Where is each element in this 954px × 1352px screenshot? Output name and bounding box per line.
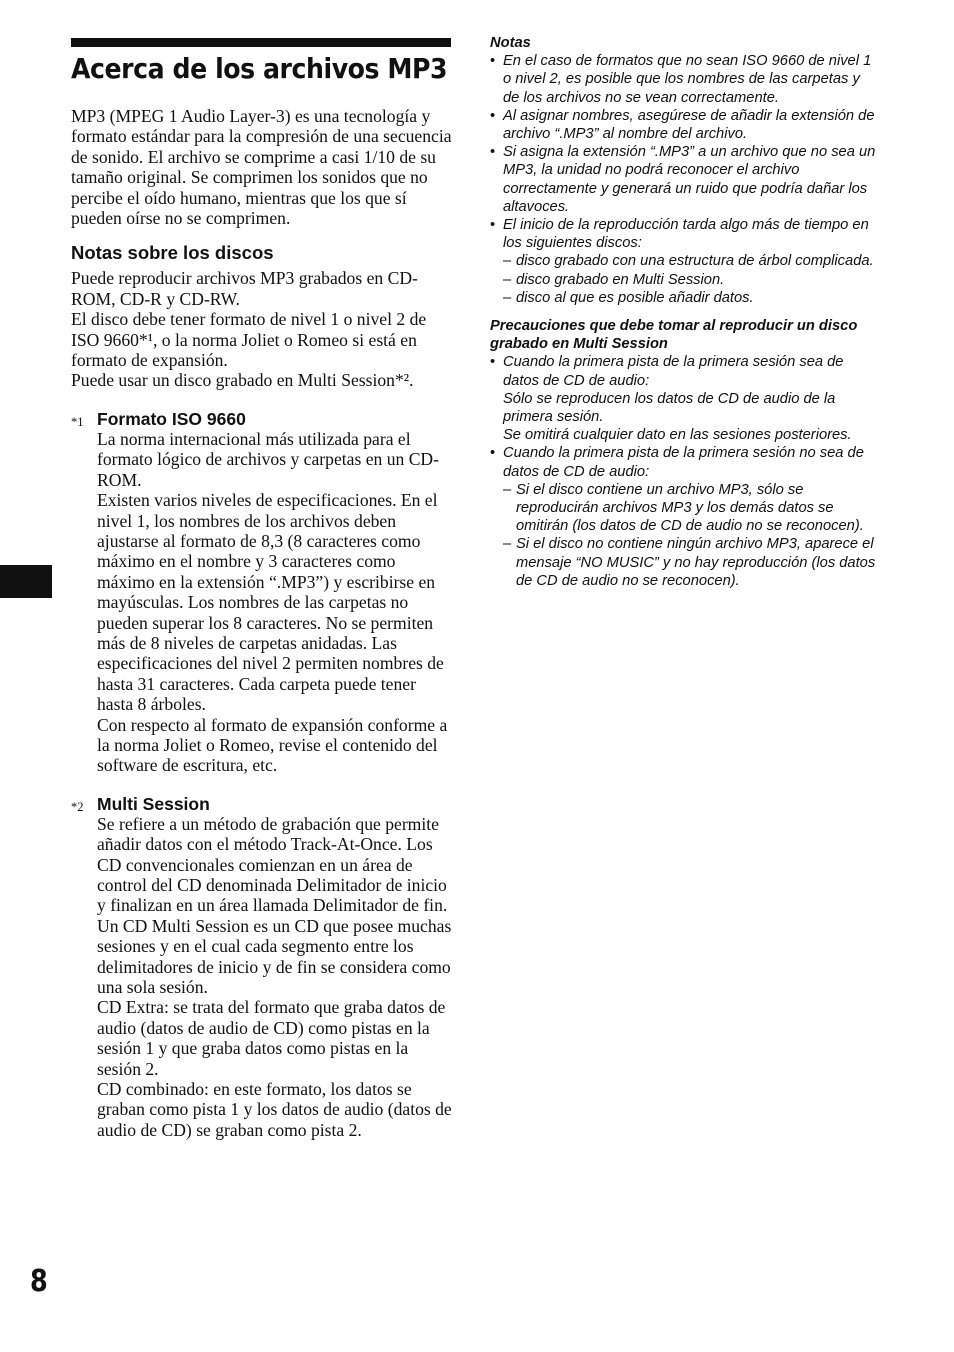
sub-item-text: disco grabado en Multi Session.: [516, 271, 725, 288]
sub-list-item: [503, 289, 880, 307]
list-item: [490, 143, 880, 216]
note-text: En el caso de formatos que no sean ISO 9660 de nivel 1 o nivel 2, es posible que los nombres de las carpetas y de los archivos no se vean correctamente.: [503, 53, 872, 106]
bullet-icon: •: [490, 144, 496, 161]
list-item: [490, 353, 880, 444]
dash-icon: –: [503, 536, 512, 553]
bullet-icon: •: [490, 53, 496, 70]
footnote-paragraph: Se refiere a un método de grabación que permite añadir datos con el método Track-At-Once. Los CD convencionales comienzan en un área de control del CD denominada Delimitador de inicio y finalizan en un área llamada Delimitador de fin. Un CD Multi Session es un CD que posee muchas sesiones y en el cual cada segmento entre los delimitadores de inicio y de fin se considera como una sola sesión.: [97, 813, 452, 998]
footnote-paragraph: CD combinado: en este formato, los datos se graban como pista 1 y los datos de audio (datos de audio de CD) se graban como pista 2.: [97, 1079, 452, 1140]
sub-item-text: Si el disco contiene un archivo MP3, sólo se reproducirán archivos MP3 y los demás datos se omitirán (los datos de CD de audio no se reconocen).: [516, 481, 864, 535]
list-item: [490, 444, 880, 590]
footnote-title: Multi Session: [97, 793, 210, 814]
sub-list: [503, 252, 880, 307]
precautions-heading: Precauciones que debe tomar al reproducir un disco grabado en Multi Session: [490, 318, 858, 353]
section-heading: Notas sobre los discos: [71, 242, 274, 264]
sub-item-text: Si el disco no contiene ningún archivo MP3, aparece el mensaje “NO MUSIC” y no hay reproducción (los datos de CD de audio no se reconocen).: [516, 536, 876, 589]
section-paragraph-2: El disco debe tener formato de nivel 1 o nivel 2 de ISO 9660*¹, o la norma Joliet o Romeo si está en formato de expansión.: [71, 309, 427, 371]
bullet-icon: •: [490, 354, 496, 371]
list-item: [490, 216, 880, 307]
sub-list-item: [503, 535, 880, 590]
dash-icon: –: [503, 481, 512, 498]
notes-heading: Notas: [490, 35, 531, 51]
footnote-paragraph: La norma internacional más utilizada para el formato lógico de archivos y carpetas en un CD-ROM.: [97, 428, 439, 490]
section-paragraph-3: Puede usar un disco grabado en Multi Session*².: [71, 370, 414, 391]
list-item: [490, 52, 880, 107]
footnote-paragraph: CD Extra: se trata del formato que graba datos de audio (datos de audio de CD) como pistas en la sesión 1 y que graba datos como pistas en la sesión 2.: [97, 997, 446, 1079]
bullet-icon: •: [490, 107, 496, 124]
sub-item-text: disco al que es posible añadir datos.: [516, 289, 754, 306]
sub-list-item: [503, 252, 880, 270]
footnote-iso9660: [71, 409, 454, 776]
section-paragraph-1: Puede reproducir archivos MP3 grabados en CD-ROM, CD-R y CD-RW.: [71, 268, 418, 309]
footnote-multi-session: [71, 794, 454, 1141]
footnote-marker: *1: [71, 414, 84, 429]
note-text: Si asigna la extensión “.MP3” a un archivo que no sea un MP3, la unidad no podrá reconocer el archivo correctamente y generará un ruido que podría dañar los altavoces.: [503, 144, 876, 215]
footnote-paragraph: Con respecto al formato de expansión conforme a la norma Joliet o Romeo, revise el contenido del software de escritura, etc.: [97, 714, 448, 776]
sub-list: [503, 481, 880, 590]
precaution-text: Sólo se reproducen los datos de CD de audio de la primera sesión.: [503, 390, 836, 426]
notes-list: [490, 52, 880, 307]
precaution-text: Cuando la primera pista de la primera sesión no sea de datos de CD de audio:: [503, 445, 864, 480]
note-text: El inicio de la reproducción tarda algo más de tiempo en los siguientes discos:: [503, 217, 869, 252]
footnote-marker: *2: [71, 799, 84, 814]
note-text: Al asignar nombres, asegúrese de añadir la extensión de archivo “.MP3” al nombre del archivo.: [503, 107, 875, 143]
left-column: [71, 106, 454, 1140]
right-column: [490, 34, 880, 590]
bullet-icon: •: [490, 217, 496, 234]
dash-icon: –: [503, 271, 512, 288]
title-rule: [71, 38, 451, 47]
bullet-icon: •: [490, 445, 496, 462]
page-number: 8: [30, 1264, 48, 1299]
dash-icon: –: [503, 253, 512, 270]
page-title: Acerca de los archivos MP3: [71, 52, 448, 85]
sub-list-item: [503, 271, 880, 289]
precaution-text: Se omitirá cualquier dato en las sesiones posteriores.: [503, 427, 852, 444]
dash-icon: –: [503, 289, 512, 306]
footnote-title: Formato ISO 9660: [97, 408, 246, 429]
intro-paragraph: MP3 (MPEG 1 Audio Layer-3) es una tecnología y formato estándar para la compresión de una secuencia de sonido. El archivo se comprime a casi 1/10 de su tamaño original. Se comprimen los sonidos que no percibe el oído humano, mientras que los que sí pueden oírse no se comprimen.: [71, 106, 452, 229]
precaution-text: Cuando la primera pista de la primera sesión sea de datos de CD de audio:: [503, 354, 844, 389]
footnote-paragraph: Existen varios niveles de especificaciones. En el nivel 1, los nombres de los archivos deben ajustarse al formato de 8,3 (8 caracteres como máximo en el nombre y 3 caracteres como máximo en la extensión “.MP3”) y escribirse en mayúsculas. Los nombres de las carpetas no pueden superar los 8 caracteres. No se permiten más de 8 niveles de carpetas anidadas. Las especificaciones del nivel 2 permiten nombres de hasta 31 caracteres. Cada carpeta puede tener hasta 8 árboles.: [97, 490, 444, 715]
list-item: [490, 107, 880, 143]
section-tab: [0, 565, 52, 598]
precautions-list: [490, 353, 880, 590]
sub-list-item: [503, 481, 880, 536]
sub-item-text: disco grabado con una estructura de árbol complicada.: [516, 253, 874, 270]
